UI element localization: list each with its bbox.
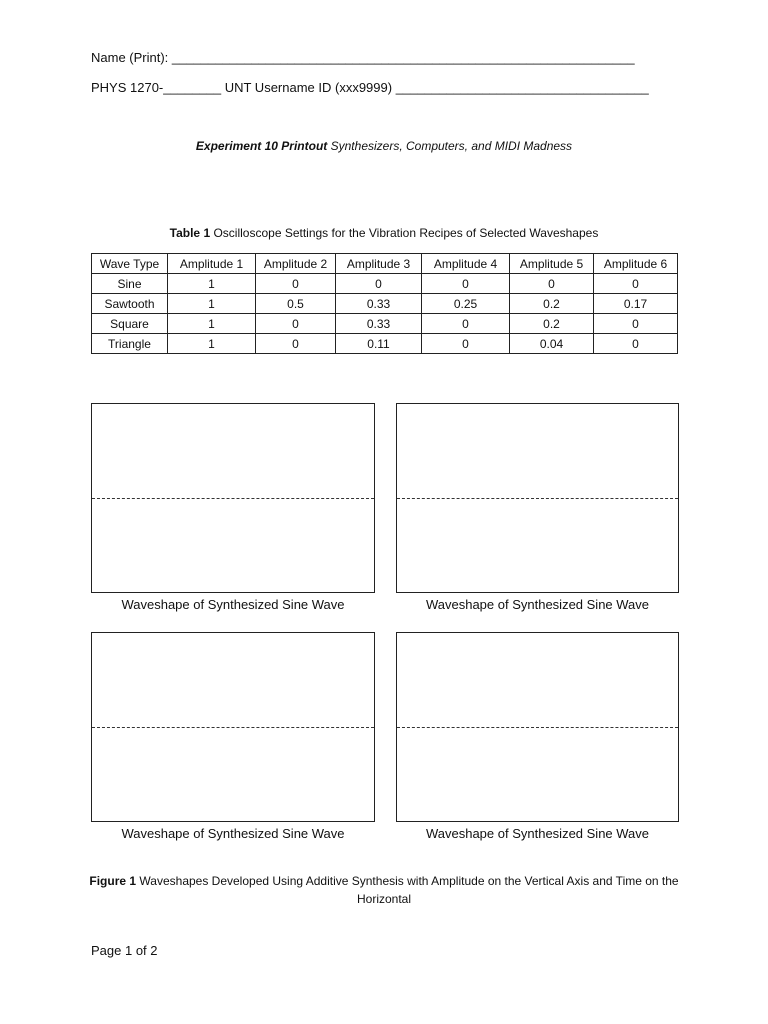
figure-caption-bold: Figure 1 [89,874,137,888]
table-cell: 0 [594,274,678,294]
table-caption [0,226,768,240]
waveshape-plot-box[interactable] [91,632,375,822]
oscilloscope-settings-table [91,253,678,354]
table-caption-rest: Oscilloscope Settings for the Vibration Recipes of Selected Waveshapes [210,226,599,240]
table-cell: 0 [510,274,594,294]
table-row [92,294,678,314]
plot-caption: Waveshape of Synthesized Sine Wave [425,826,650,841]
table-cell: 0 [422,334,510,354]
table-cell: 0.04 [510,334,594,354]
table-cell: 1 [168,334,256,354]
table-cell: 1 [168,274,256,294]
column-header: Amplitude 1 [168,254,256,274]
zero-axis-line [397,727,678,728]
plot-caption: Waveshape of Synthesized Sine Wave [121,826,345,841]
column-header: Amplitude 3 [336,254,422,274]
waveshape-plot-box[interactable] [396,632,679,822]
waveshape-plot-box[interactable] [396,403,679,593]
plot-caption: Waveshape of Synthesized Sine Wave [425,597,650,612]
table-cell: Square [92,314,168,334]
column-header: Amplitude 6 [594,254,678,274]
table-cell: 0 [336,274,422,294]
table-cell: 0 [256,334,336,354]
plot-caption: Waveshape of Synthesized Sine Wave [121,597,345,612]
course-username-field-line[interactable]: PHYS 1270-________ UNT Username ID (xxx9999) ___________________________________ [91,80,649,95]
table-cell: Triangle [92,334,168,354]
document-title-bold: Experiment 10 Printout [195,139,328,153]
figure-caption [84,872,684,908]
table-cell: 0.2 [510,314,594,334]
table-row [92,274,678,294]
table-cell: 0.2 [510,294,594,314]
column-header: Amplitude 2 [256,254,336,274]
table-caption-bold: Table 1 [169,226,211,240]
table-cell: 0.33 [336,294,422,314]
figure-caption-rest: Waveshapes Developed Using Additive Synthesis with Amplitude on the Vertical Axis and Time on the Horizontal [136,874,679,906]
column-header: Amplitude 4 [422,254,510,274]
table-cell: 0.25 [422,294,510,314]
table-cell: 0.5 [256,294,336,314]
table-header-row [92,254,678,274]
table-row [92,314,678,334]
zero-axis-line [92,727,374,728]
table-cell: 0.11 [336,334,422,354]
waveshape-plot-box[interactable] [91,403,375,593]
page-number: Page 1 of 2 [91,943,158,958]
table-cell: 0 [256,314,336,334]
document-title [0,139,768,153]
table-cell: 0 [422,274,510,294]
table-cell: 0.17 [594,294,678,314]
table-cell: 0 [256,274,336,294]
zero-axis-line [397,498,678,499]
table-cell: 0 [422,314,510,334]
table-cell: 1 [168,314,256,334]
column-header: Wave Type [92,254,168,274]
table-cell: 0 [594,314,678,334]
table-cell: 1 [168,294,256,314]
name-field-line[interactable]: Name (Print): ________________________________________________________________ [91,50,635,65]
table-cell: Sine [92,274,168,294]
column-header: Amplitude 5 [510,254,594,274]
document-title-rest: Synthesizers, Computers, and MIDI Madness [327,139,573,153]
table-cell: 0 [594,334,678,354]
table-cell: Sawtooth [92,294,168,314]
zero-axis-line [92,498,374,499]
table-row [92,334,678,354]
table-cell: 0.33 [336,314,422,334]
